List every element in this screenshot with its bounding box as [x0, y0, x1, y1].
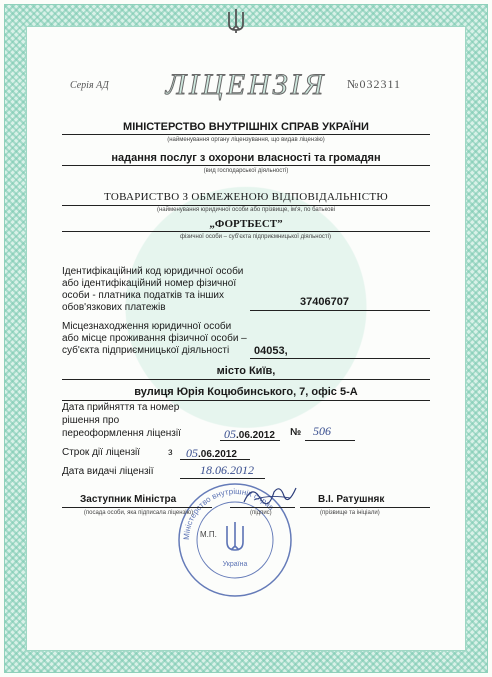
location-city-line [62, 379, 430, 380]
signature-position-line [62, 507, 212, 508]
organ-value: МІНІСТЕРСТВО ВНУТРІШНІХ СПРАВ УКРАЇНИ [123, 121, 369, 133]
handwritten-signature-icon [240, 480, 300, 510]
location-street: вулиця Юрія Коцюбинського, 7, офіс 5-А [134, 386, 358, 398]
location-city: місто Київ, [216, 365, 276, 377]
validity-date-day: 05 [186, 446, 198, 460]
entity-name-line [62, 231, 430, 232]
document-title: ЛІЦЕНЗІЯ [165, 68, 327, 101]
activity-value: надання послуг з охорони власності та громадян [111, 152, 381, 164]
decision-number: 506 [313, 424, 331, 438]
id-code-label: Ідентифікаційний код юридичної особи або ідентифікаційний номер фізичної особи - платника податків та інших обов'язкових платежів [62, 266, 244, 313]
entity-caption-2: фізичної особи – суб'єкта підприємницької діяльності) [180, 234, 332, 240]
entity-caption: (найменування юридичної особи або прізвище, ім'я, по батькові [156, 207, 336, 213]
organ-caption: (найменування органу ліцензування, що видав ліцензію) [167, 137, 325, 143]
entity-value: ТОВАРИСТВО З ОБМЕЖЕНОЮ ВІДПОВІДАЛЬНІСТЮ [103, 191, 389, 203]
activity-line [62, 165, 430, 166]
issue-date: 18.06.2012 [200, 463, 254, 477]
signature-line [230, 507, 295, 508]
decision-date-line [220, 440, 280, 441]
signature-mp: М.П. [200, 530, 217, 539]
signatory-name: В.І. Ратушняк [318, 494, 385, 505]
validity-date-line [180, 459, 250, 460]
validity-date-rest: .06.2012 [198, 449, 237, 460]
id-code-line [250, 310, 430, 311]
location-label: Місцезнаходження юридичної особи або місце проживання фізичної особи – суб'єкта підприємницької діяльності [62, 321, 247, 356]
entity-name: „ФОРТБЕСТ” [209, 218, 283, 230]
signature-position: Заступник Міністра [80, 494, 177, 505]
issue-date-line [180, 478, 265, 479]
license-number: №032311 [347, 77, 402, 91]
signature-caption: (підпис) [250, 510, 272, 516]
location-street-line [62, 400, 430, 401]
signatory-name-line [300, 507, 430, 508]
validity-label: Строк дії ліцензії [62, 447, 141, 458]
activity-caption: (вид господарської діяльності) [203, 168, 289, 174]
decision-no-label: № [290, 427, 302, 438]
decision-label-1: Дата прийняття та номер [62, 402, 180, 413]
decision-label-2: рішення про [62, 415, 120, 426]
organ-line [62, 134, 430, 135]
decision-label-3: переоформлення ліцензії [62, 428, 181, 439]
trident-emblem-icon [226, 8, 246, 34]
decision-date-day: 05 [224, 427, 236, 441]
location-zip-line [250, 358, 430, 359]
decision-date-rest: .06.2012 [236, 430, 275, 441]
decision-number-line [305, 440, 355, 441]
signature-position-caption: (посада особи, яка підписала ліцензію) [83, 510, 194, 516]
location-zip: 04053, [254, 345, 288, 357]
id-code-value: 37406707 [300, 296, 349, 308]
series-label: Серія АД [70, 80, 109, 91]
stamp-outer-text: Міністерство внутрішніх справ [181, 486, 276, 541]
signatory-name-caption: (прізвище та ініціали) [320, 510, 380, 516]
stamp-country: Україна [222, 561, 248, 568]
entity-line [62, 205, 430, 206]
validity-from: з [168, 447, 173, 458]
issue-label: Дата видачі ліцензії [62, 466, 154, 477]
